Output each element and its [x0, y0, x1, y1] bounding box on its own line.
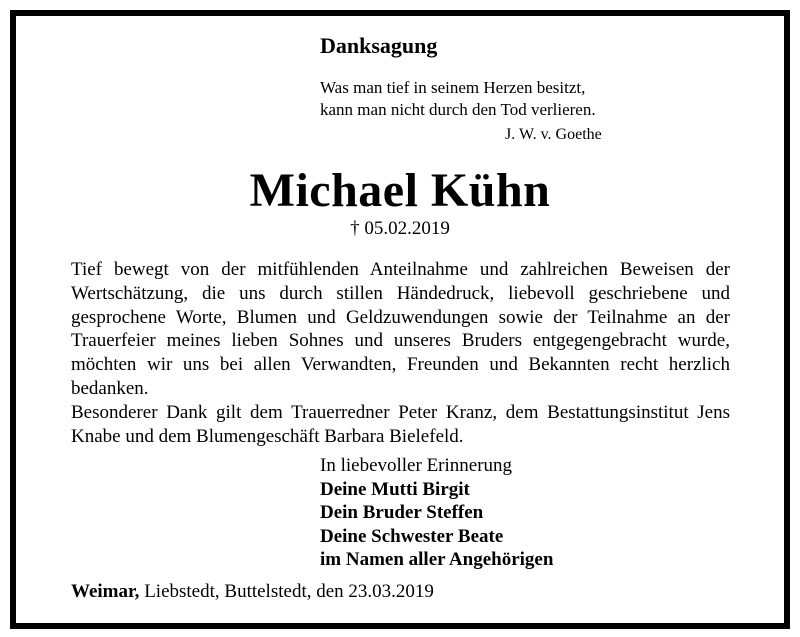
death-date: † 05.02.2019 [350, 218, 450, 239]
thanks-paragraph-1: Tief bewegt von der mitfühlenden Anteilnahme und zahlreichen Beweisen der Wertschätzung, die uns durch stillen Händedruck, liebevoll geschriebene und gesprochene Worte, Blumen und Geldzuwendungen sowie der Teilnahme an der Trauerfeier meines lieben Sohnes und unseres Bruders entgegengebracht wurde, möchten wir uns bei allen Verwandten, Freunden und Bekannten recht herzlich bedanken. [71, 259, 730, 399]
notice-heading: Danksagung [320, 33, 438, 58]
signature-line: Deine Mutti Birgit [320, 478, 470, 500]
quote-line-1: Was man tief in seinem Herzen besitzt, [320, 78, 586, 97]
signature-line: Dein Bruder Steffen [320, 502, 484, 523]
signature-line: im Namen aller Angehörigen [320, 549, 554, 570]
place-date-line [71, 581, 434, 603]
deceased-name: Michael Kühn [249, 164, 551, 217]
goethe-quote [320, 77, 596, 121]
closing-intro: In liebevoller Erinnerung [320, 455, 513, 476]
place-rest: Liebstedt, Buttelstedt, den 23.03.2019 [139, 581, 434, 602]
place-city: Weimar, [71, 581, 140, 602]
quote-author: J. W. v. Goethe [505, 126, 602, 143]
closing-block [320, 454, 553, 572]
thanks-paragraph-2: Besonderer Dank gilt dem Trauerredner Peter Kranz, dem Bestattungsinstitut Jens Knabe und dem Blumengeschäft Barbara Bielefeld. [71, 401, 730, 447]
signature-line: Deine Schwester Beate [320, 525, 504, 547]
thanks-body [71, 258, 730, 448]
quote-line-2: kann man nicht durch den Tod verlieren. [320, 100, 596, 119]
